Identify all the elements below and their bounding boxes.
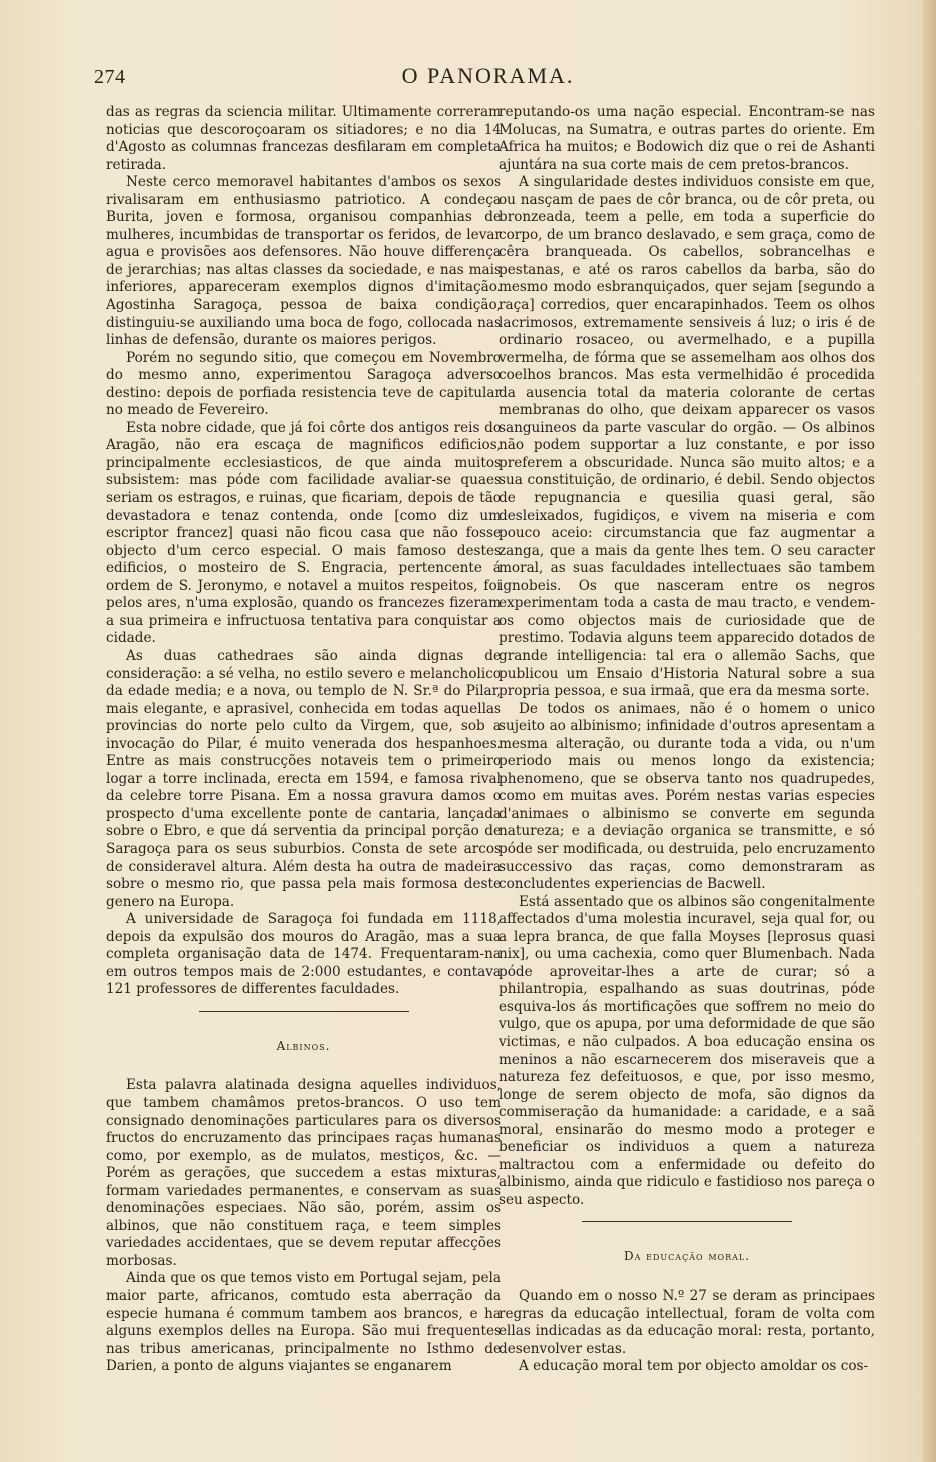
paragraph: A singularidade destes individuos consiste em que, ou nasçam de paes de côr branca, ou de côr preta, ou bronzeada, teem a pelle, em toda a superficie do corpo, de um branco deslavado, e sem graça, como de cêra branqueada. Os cabellos, sobrancelhas e pestanas, e até os raros cabellos da barba, são do mesmo modo esbranquiçados, quer sejam [segundo a raça] corredios, quer encarapinhados. Teem os olhos lacrimosos, extremamente sensiveis á luz; o iris é de ordinario rosaceo, ou avermelhado, e a pupilla vermelha, de fórma que se assemelham aos olhos dos coelhos brancos. Mas esta vermelhidão é procedida da ausencia total da materia colorante de certas membranas do olho, que deixam apparecer os vasos sanguineos da parte vascular do orgão. — Os albinos não podem supportar a luz constante, e por isso preferem a obscuridade. Nunca são muito altos; e a sua constituição, de ordinario, é debil. Sendo objectos de repugnancia e quesilia quasi geral, são desleixados, fugidiços, e vivem na miseria e com pouco aceio: circumstancia que faz augmentar a zanga, que a mais da gente lhes tem. O seu caracter moral, as suas faculdades intellectuaes são tambem ignobeis. Os que nasceram entre os negros experimentam toda a casta de mau tracto, e vendem-os como objectos mais de curiosidade que de prestimo. Todavia alguns teem apparecido dotados de grande intelligencia: tal era o allemão Sachs, que publicou um Ensaio d'Historia Natural sobre a sua propria pessoa, e sua irmaã, que era da mesma sorte. [499, 174, 875, 700]
page-edge [922, 0, 936, 1462]
paragraph: Quando em o nosso N.º 27 se deram as principaes regras da educação intellectual, foram de volta com ellas indicadas as da educação moral: resta, portanto, desenvolver estas. [499, 1288, 875, 1357]
section-divider [199, 1011, 409, 1012]
paragraph: A universidade de Saragoça foi fundada em 1118, depois da expulsão dos mouros do Aragão, mas a sua completa organisação data de 1474. Frequentaram-na em outros tempos mais de 2:000 estudantes, e contava 121 professores de differentes faculdades. [106, 911, 501, 998]
paragraph: Esta nobre cidade, que já foi côrte dos antigos reis do Aragão, não era escaça de magnificos edificios, principalmente ecclesiasticos, de que ainda muitos subsistem: mas póde com facilidade avaliar-se quaes seriam os estragos, e ruinas, que ficariam, depois de tão devastadora e tenaz contenda, onde [como diz um escriptor francez] quasi não ficou casa que não fosse objecto d'um cerco especial. O mais famoso destes edificios, o mosteiro de S. Engracia, pertencente á ordem de S. Jeronymo, e notavel a muitos respeitos, foi pelos ares, n'uma explosão, quando os francezes fizeram a sua primeira e infructuosa tentativa para conquistar a cidade. [106, 419, 501, 647]
paragraph: das as regras da sciencia militar. Ultimamente correram noticias que descoroçoaram os sitiadores; e no dia 14 d'Agosto as columnas francezas desfilaram em completa retirada. [106, 104, 501, 173]
paragraph: De todos os animaes, não é o homem o unico sujeito ao albinismo; infinidade d'outros apresentam a mesma alteração, ou durante toda a vida, ou n'um periodo mais ou menos longo da existencia; phenomeno, que se observa tanto nos quadrupedes, como em muitas aves. Porém nestas varias especies d'animaes o albinismo se converte em segunda natureza; e a deviação organica se transmitte, e só póde ser modificada, ou destruida, pelo encruzamento successivo das raças, como demonstraram as concludentes experiencias de Bacwell. [499, 700, 875, 893]
paragraph: reputando-os uma nação especial. Encontram-se nas Molucas, na Sumatra, e outras partes do oriente. Em Africa ha muitos; e Bodowich diz que o rei de Ashanti ajuntára na sua corte mais de cem pretos-brancos. [499, 104, 875, 173]
page-number: 274 [94, 66, 126, 88]
section-divider [582, 1221, 792, 1222]
paragraph: Esta palavra alatinada designa aquelles individuos, que tambem chamâmos pretos-brancos. O uso tem consignado denominações particulares para os diversos fructos do encruzamento das principaes raças humanas como, por exemplo, as de mulatos, mestiços, &c. — Porém as gerações, que succedem a estas mixturas, formam variedades permanentes, e conservam as suas denominações especiaes. Não são, porém, assim os albinos, que não constituem raça, e teem simples variedades accidentaes, que se devem reputar affecções morbosas. [106, 1077, 501, 1269]
section-title-moral-education: Da educação moral. [623, 1249, 751, 1264]
left-column [106, 104, 501, 1376]
paragraph: Está assentado que os albinos são congenitalmente affectados d'uma molestia incuravel, seja qual for, ou a lepra branca, de que falla Moyses [leprosus quasi nix], ou uma cachexia, como quer Blumenbach. Nada póde aproveitar-lhes a arte de curar; só a philantropia, espalhando as suas doutrinas, póde esquiva-los ás mortificações que soffrem no meio do vulgo, que os apupa, por uma deformidade de que são victimas, e não culpados. A boa educação ensina os meninos a não escarnecerem dos miseraveis que a natureza fez defeituosos, e que, por isso mesmo, longe de serem objecto de mofa, são dignos da commiseração da humanidade: a caridade, e a saã moral, ensinarão do mesmo modo a proteger e beneficiar os individuos a quem a natureza maltractou com a enfermidade ou defeito do albinismo, ainda que ridiculo e fastidioso nos pareça o seu aspecto. [499, 893, 875, 1208]
section-title-albinos: Albinos. [276, 1038, 331, 1053]
paragraph: A educação moral tem por objecto amoldar os cos- [519, 1358, 869, 1375]
paragraph: Porém no segundo sitio, que começou em Novembro do mesmo anno, experimentou Saragoça adverso destino: depois de porfiada resistencia teve de capitular no meado de Fevereiro. [106, 349, 501, 419]
paragraph: Ainda que os que temos visto em Portugal sejam, pela maior parte, africanos, comtudo esta aberração da especie humana é commum tambem aos brancos, e ha alguns exemplos delles na Europa. São mui frequentes nas tribus americanas, principalmente no Isthmo de Darien, a ponto de alguns viajantes se enganarem [106, 1270, 501, 1375]
paragraph: As duas cathedraes são ainda dignas de consideração: a sé velha, no estilo severo e melancholico da edade media; e a nova, ou templo de N. Sr.ª do Pilar, mais elegante, e aprasivel, conhecida em todas aquellas provincias do norte pelo culto da Virgem, que, sob a invocação do Pilar, é muito venerada dos hespanhoes. Entre as mais construcções notaveis tem o primeiro logar a torre inclinada, erecta em 1594, e famosa rival da celebre torre Pisana. Em a nossa gravura damos o prospecto d'uma excellente ponte de cantaria, lançada sobre o Ebro, e que dá serventia da principal porção de Saragoça para os seus suburbios. Consta de sete arcos de consideravel altura. Além desta ha outra de madeira sobre o mesmo rio, que passa pela mais formosa deste genero na Europa. [106, 647, 501, 910]
running-title: O PANORAMA. [401, 63, 575, 88]
paragraph: Neste cerco memoravel habitantes d'ambos os sexos rivalisaram em enthusiasmo patriotico. A condeça Burita, joven e formosa, organisou companhias de mulheres, incumbidas de transportar os feridos, de levar agua e provisões aos defensores. Não houve differença de jerarchias; nas altas classes da sociedade, e nas mais inferiores, appareceram exemplos dignos d'imitação. Agostinha Saragoça, pessoa de baixa condição, distinguiu-se auxiliando uma boca de fogo, collocada nas linhas de defensão, durante os maiores perigos. [106, 174, 501, 349]
right-column [499, 104, 875, 1376]
